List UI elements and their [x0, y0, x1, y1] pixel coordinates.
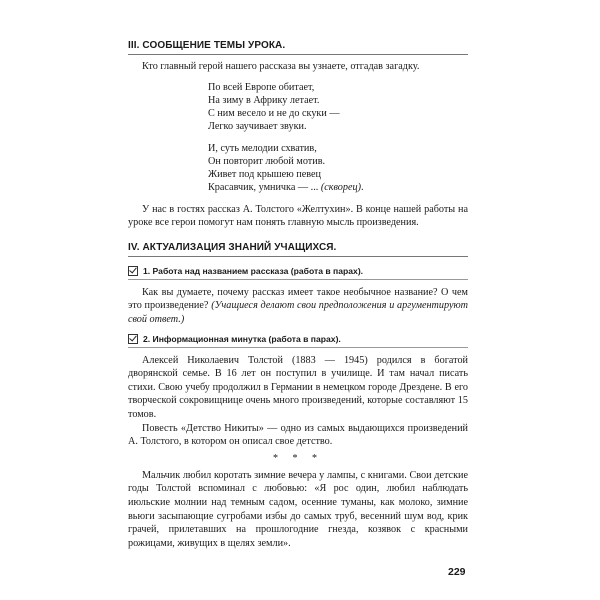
poem-line: И, суть мелодии схватив,: [208, 142, 317, 154]
checkbox-icon: [128, 334, 138, 344]
section-4-heading: IV. АКТУАЛИЗАЦИЯ ЗНАНИЙ УЧАЩИХСЯ.: [128, 242, 468, 257]
riddle-intro: Кто главный герой нашего рассказа вы узнаете, отгадав загадку.: [142, 61, 420, 72]
subtask-1-heading: [128, 266, 468, 280]
poem-line: Легко заучивает звуки.: [208, 120, 307, 132]
page-number: 229: [448, 566, 466, 578]
poem-line: По всей Европе обитает,: [208, 81, 315, 93]
childhood-paragraph: Мальчик любил коротать зимние вечера у лампы, с книгами. Свои детские годы Толстой вспоминал с любовью: «Я рос один, любил наблюдать июльские молнии над темным садом, осенние туманы, как молоко, зимние вьюги засыпающие сугробами избы до самых труб, весенний шум вод, крик грачей, прилетавших на прошлогодние гнезда, козявок с красными рожицами, живущих в щелях земли».: [128, 469, 468, 549]
poem-stanza-2: [208, 142, 468, 194]
poem-line: Он повторит любой мотив.: [208, 155, 326, 167]
section-3-heading: III. СООБЩЕНИЕ ТЕМЫ УРОКА.: [128, 40, 468, 55]
poem-stanza-1: [208, 81, 468, 133]
section-divider: * * *: [273, 452, 323, 464]
novel-paragraph: Повесть «Детство Никиты» — одно из самых выдающихся произведений А. Толстого, в котором он описал свое детство.: [128, 422, 468, 448]
poem-period: .: [361, 181, 364, 193]
poem-last-line: [208, 181, 468, 194]
riddle-answer: (скворец): [320, 181, 362, 193]
biography-paragraph: Алексей Николаевич Толстой (1883 — 1945) родился в богатой дворянской семье. В 16 лет он поступил в училище. И там начал писать стихи. Свою учебу продолжил в Германии в немецком городе Дрездене. В его творческой сокровищнице очень много произведений, которые составляют 15 томов.: [128, 354, 468, 420]
subtask-1-title: 1. Работа над названием рассказа (работа в парах).: [143, 265, 364, 276]
poem-line: С ним весело и не до скуки —: [208, 107, 340, 119]
subtask-1-note: (Учащиеся делают свои предположения и аргументируют свой ответ.): [128, 300, 469, 325]
subtask-2-title: 2. Информационная минутка (работа в парах).: [143, 333, 341, 344]
poem-line: На зиму в Африку летает.: [208, 94, 320, 106]
page-content: [128, 40, 468, 550]
subtask-1-question: Как вы думаете, почему рассказ имеет такое необычное название? О чем это произведение?: [128, 286, 468, 312]
checkbox-icon: [128, 266, 138, 276]
riddle-poem: [208, 81, 468, 194]
subtask-2-heading: [128, 334, 468, 348]
story-intro: У нас в гостях рассказ А. Толстого «Желтухин». В конце нашей работы на уроке все герои помогут нам понять главную мысль произведения.: [128, 203, 468, 229]
subtask-1-text: [128, 286, 468, 327]
poem-line: Красавчик, умничка — ...: [208, 181, 319, 193]
poem-line: Живет под крышею певец: [208, 168, 321, 180]
